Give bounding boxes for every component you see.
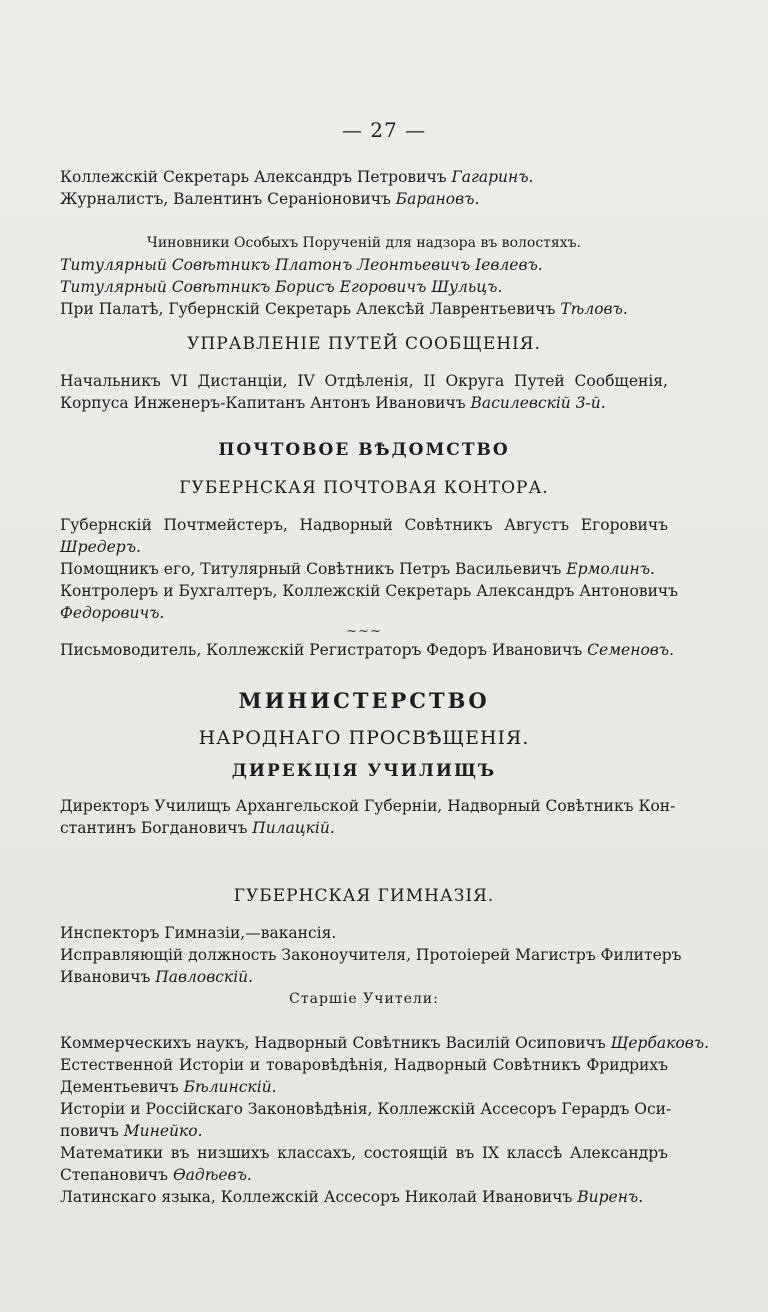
text-line: Корпуса Инженеръ-Капитанъ Антонъ Ивановичъ Василевскій 3-й. bbox=[60, 394, 606, 412]
text-line: При Палатѣ, Губернскій Секретарь Алексѣй Лаврентьевичъ Тѣловъ. bbox=[60, 300, 628, 318]
text-line: Латинскаго языка, Коллежскій Ассесоръ Николай Ивановичъ Виренъ. bbox=[60, 1188, 644, 1206]
text-line: Шредеръ. bbox=[60, 538, 141, 556]
text-line: Контролеръ и Бухгалтеръ, Коллежскій Секретарь Александръ Антоновичъ bbox=[60, 582, 679, 600]
section-subheading: ГУБЕРНСКАЯ ПОЧТОВАЯ КОНТОРА. bbox=[179, 478, 549, 498]
gymnasium-section bbox=[60, 886, 710, 1208]
text-line: Ивановичъ Павловскій. bbox=[60, 968, 254, 986]
section-subheading: ДИРЕКЦІЯ УЧИЛИЩЪ bbox=[231, 761, 497, 781]
officials-section bbox=[60, 232, 668, 320]
ministry-section bbox=[60, 688, 676, 839]
section-heading: Чиновники Особыхъ Порученій для надзора въ волостяхъ. bbox=[147, 235, 581, 251]
roads-section bbox=[60, 334, 668, 414]
text-line: Директоръ Училищъ Архангельской Губерніи, Надворный Совѣтникъ Кон- bbox=[60, 797, 676, 815]
text-line: Дементьевичъ Бѣлинскій. bbox=[60, 1078, 277, 1096]
text-line: Федоровичъ. bbox=[60, 604, 165, 622]
section-subheading: Старшіе Учители: bbox=[289, 991, 439, 1007]
text-line: Помощникъ его, Титулярный Совѣтникъ Петръ Васильевичъ Ермолинъ. bbox=[60, 560, 655, 578]
text-line: повичъ Минейко. bbox=[60, 1122, 203, 1140]
text-line: Титулярный Совѣтникъ Платонъ Леонтьевичъ Іевлевъ. bbox=[60, 256, 543, 274]
text-line: Исторіи и Россійскаго Законовѣдѣнія, Коллежскій Ассесоръ Герардъ Оси- bbox=[60, 1100, 672, 1118]
section-subheading: НАРОДНАГО ПРОСВѢЩЕНІЯ. bbox=[198, 727, 530, 749]
page-number: — 27 — bbox=[341, 118, 427, 142]
text-line: Титулярный Совѣтникъ Борисъ Егоровичъ Шульцъ. bbox=[60, 278, 503, 296]
section-heading: ПОЧТОВОЕ ВѢДОМСТВО bbox=[218, 440, 510, 460]
section-heading: ГУБЕРНСКАЯ ГИМНАЗІЯ. bbox=[233, 886, 495, 906]
text-line: Коммерческихъ наукъ, Надворный Совѣтникъ Василій Осиповичъ Щербаковъ. bbox=[60, 1034, 710, 1052]
post-section bbox=[60, 440, 679, 661]
text-line: Степановичъ Өадѣевъ. bbox=[60, 1166, 252, 1184]
text-line: Естественной Исторіи и товаровѣдѣнія, Надворный Совѣтникъ Фридрихъ bbox=[60, 1056, 668, 1074]
section-heading: МИНИСТЕРСТВО bbox=[238, 688, 490, 713]
text-line: Коллежскій Секретарь Александръ Петровичъ Гагаринъ. bbox=[60, 168, 534, 186]
text-line: Начальникъ VI Дистанціи, IV Отдѣленія, II Округа Путей Сообщенія, bbox=[60, 372, 668, 390]
section-heading: УПРАВЛЕНІЕ ПУТЕЙ СООБЩЕНІЯ. bbox=[187, 334, 541, 354]
text-line: Губернскій Почтмейстеръ, Надворный Совѣтникъ Августъ Егоровичъ bbox=[60, 516, 668, 534]
text-line: Письмоводитель, Коллежскій Регистраторъ Федоръ Ивановичъ Семеновъ. bbox=[60, 641, 675, 659]
text-line: стантинъ Богдановичъ Пилацкій. bbox=[60, 819, 335, 837]
text-line: Инспекторъ Гимназіи,—вакансія. bbox=[60, 924, 337, 942]
text-line: Исправляющій должность Законоучителя, Протоіерей Магистръ Филитеръ bbox=[60, 946, 682, 964]
block-top bbox=[60, 166, 668, 210]
text-line: Журналистъ, Валентинъ Сераніоновичъ Барановъ. bbox=[60, 190, 480, 208]
text-line: Математики въ низшихъ классахъ, состоящій въ IX классѣ Александръ bbox=[60, 1144, 668, 1162]
ornament: ~~~ bbox=[346, 624, 382, 639]
